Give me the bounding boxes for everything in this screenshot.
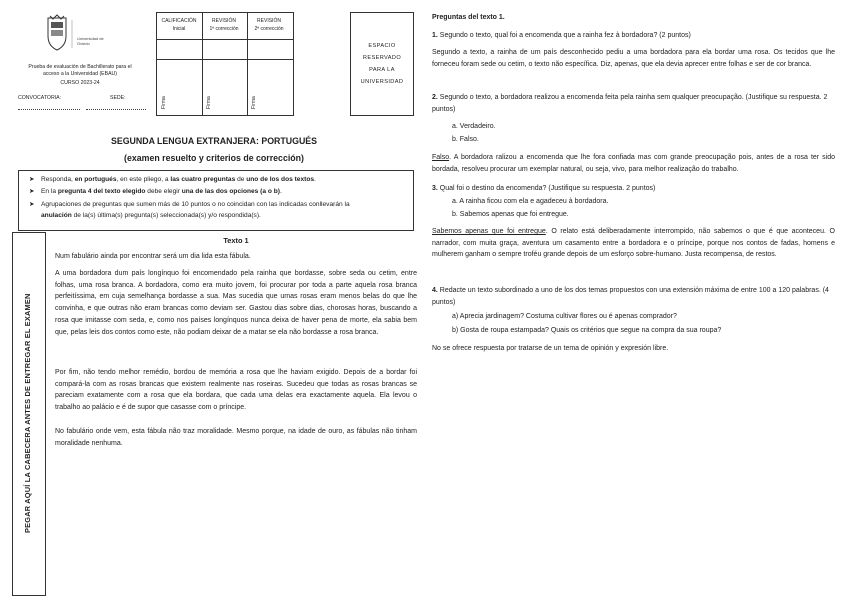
question-3: 3. Qual foi o destino da encomenda? (Justifique su respuesta. 2 puntos) — [432, 185, 656, 192]
grid-header-calificacion: CALIFICACIÓN Inicial — [161, 18, 197, 32]
option-3a: a. A rainha ficou com ela e agadeceu à bordadora. — [452, 198, 609, 205]
convocatoria-label: CONVOCATORIA: — [18, 95, 62, 101]
exam-title: SEGUNDA LENGUA EXTRANJERA: PORTUGUÉS — [110, 136, 318, 146]
option-3b: b. Sabemos apenas que foi entregue. — [452, 211, 569, 218]
university-logo — [44, 14, 112, 56]
answer-2: Falso. A bordadora ralizou a encomenda que lhe fora confiada mas com grande preocupação pois, antes de a rosa ter sido bordada, resolveu procurar um exemplar natural, ou seja, vivo, para melhor realização do trabalho. — [432, 154, 835, 173]
arrow-bullet-icon: ➤ — [29, 188, 35, 195]
option-2a: a. Verdadeiro. — [452, 123, 496, 130]
instructions-box: ➤ Responda, en portugués, en este pliego, a las cuatro preguntas de uno de los dos textos. ➤ En la pregunta 4 del texto elegido debe elegir una de las dos opciones (a o b). ➤ Agrupaciones de preguntas que sumen más de 10 puntos o no coincidan con las indicadas conllevarán la anulación de la(s) última(s) pregunta(s) seleccionada(s) y/o respondida(s). — [18, 170, 414, 231]
grading-grid — [156, 12, 294, 116]
firma-label: Firma — [251, 96, 257, 109]
text-paragraph: No fabulário onde vem, esta fábula não traz moralidade. Mesmo porque, na idade de ouro, as fábulas não tinham moralidade nenhuma. — [55, 428, 417, 447]
header-paste-area — [12, 232, 46, 596]
grid-divider — [157, 59, 293, 60]
arrow-bullet-icon: ➤ — [29, 176, 35, 183]
grid-divider — [157, 39, 293, 40]
paste-instruction-label: PEGAR AQUÍ LA CABECERA ANTES DE ENTREGAR EL EXAMEN — [23, 293, 32, 533]
question-4: 4. Redacte un texto subordinado a uno de los dos temas propuestos con una extensión máxima de entre 100 a 120 palabras. (4 puntos) — [432, 287, 829, 306]
option-4a: a) Aprecia jardinagem? Costuma cultivar flores ou é apenas comprador? — [452, 313, 677, 320]
firma-label: Firma — [161, 96, 167, 109]
reserved-space-box: ESPACIO RESERVADO PARA LA UNIVERSIDAD — [350, 12, 414, 116]
answer-1: Segundo a texto, a rainha de um país desconhecido pediu a uma bordadora para ela bordar uma rosa. Os tecidos que lhe forneceu foram sede ou cetim, o texto não específica. Diz, apenas, que ela devia aprecer entre folhas e ser de cor branca. — [432, 49, 835, 68]
exam-name: Prueba de evaluación de Bachillerato para el acceso a la Universidad (EBAU) — [28, 64, 132, 77]
text-title: Texto 1 — [223, 236, 249, 245]
option-4b: b) Gosta de roupa estampada? Quais os critérios que segue na compra da sua roupa? — [452, 327, 722, 334]
firma-label: Firma — [206, 96, 212, 109]
question-1: 1. Segundo o texto, qual foi a encomenda que a rainha fez à bordadora? (2 puntos) — [432, 32, 691, 39]
answer-3: Sabemos apenas que foi entregue. O relato está deliberadamente interrompido, não sabemos o que é que aconteceu. O narrador, com muita graça, aventura um casamento entre a bordadora e o príncipe, porque nos contos de fadas, homens e mulherem ganham o sempre troféu grande depois de um esforço sobre-humano. Justa recompensa, de restos. — [432, 228, 835, 259]
questions-heading: Preguntas del texto 1. — [432, 14, 505, 21]
text-paragraph: A uma bordadora dum país longínquo foi encomendado pela rainha que bordasse, sobre seda ou cetim, entre folhas, uma rosa branca. A bordadora, como era muito jovem, foi procurar por toda a parte aquela rosa branca perfeitíssima, em cuja semelhança bordasse a sua. Mas sucedia que umas rosas eram menos belas do que lhe convinha, e que outras não eram brancas como deviam ser. Gastou dias sobre dias, chorosas horas, buscando a rosa que imitasse com seda, e, como nos países longínquos nunca deixa de haver pena de morte, ela sabia bem que, pelas leis dos contos como este, não podiam deixar de a matar se ela não bordasse a rosa branca. — [55, 270, 417, 336]
convocatoria-field[interactable] — [18, 109, 80, 110]
question-2: 2. Segundo o texto, a bordadora realizou a encomenda feita pela rainha sem qualquer preocupação. (Justifique su respuesta. 2 puntos) — [432, 94, 828, 113]
option-2b: b. Falso. — [452, 136, 479, 143]
text-paragraph: Por fim, não tendo melhor remédio, bordou de memória a rosa que lhe haviam exigido. Depois de a bordar foi compará-la com as rosas brancas que existem realmente nas roseiras. Sucedeu que todas as rosas brancas se pareciam exatamente com a rosa que ela bordara, que cada uma delas era exactamente aquela. Ela levou o trabalho ao palácio e é de supor que casasse com o príncipe. — [55, 369, 417, 412]
text-paragraph: Num fabulário ainda por encontrar será um dia lida esta fábula. — [55, 253, 251, 260]
sede-label: SEDE: — [110, 95, 126, 101]
crest-icon — [44, 14, 112, 56]
arrow-bullet-icon: ➤ — [29, 201, 35, 208]
answer-4-note: No se ofrece respuesta por tratarse de un tema de opinión y expresión libre. — [432, 345, 669, 352]
sede-field[interactable] — [86, 109, 146, 110]
grid-header-revision-2: REVISIÓN 2ª corrección — [254, 18, 284, 32]
grid-header-revision-1: REVISIÓN 1ª corrección — [209, 18, 239, 32]
exam-subtitle: (examen resuelto y criterios de corrección) — [124, 153, 304, 163]
university-name: Universidad de Oviedo — [77, 36, 104, 46]
course-label: CURSO 2023-24 — [60, 80, 100, 86]
